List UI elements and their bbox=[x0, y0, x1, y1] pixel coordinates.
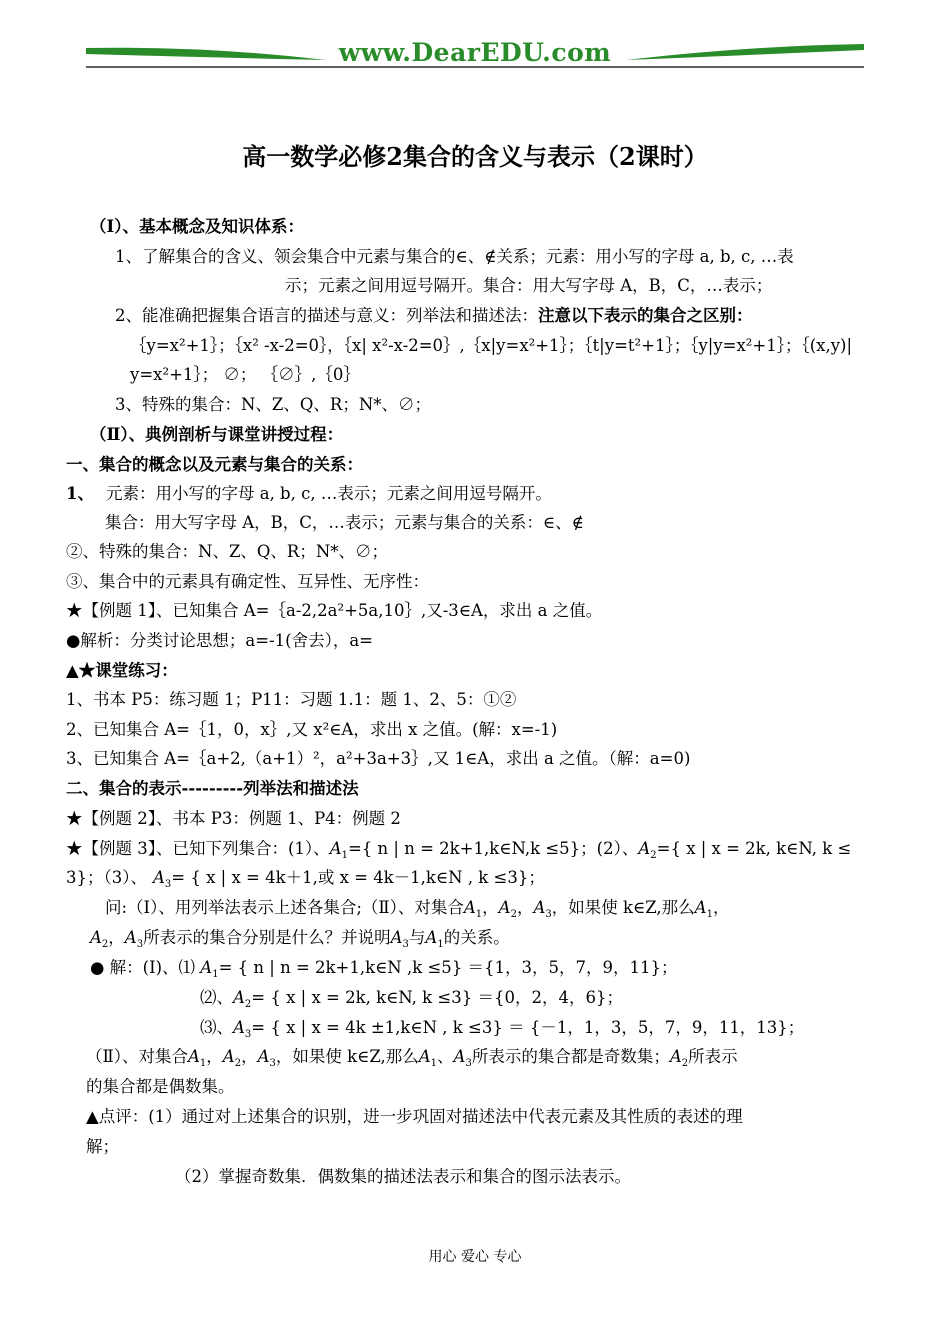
question-text: 与 bbox=[408, 928, 426, 947]
set-examples-line-a: ｛y=x²+1｝；｛x² -x-2=0｝，｛x| x²-x-2=0｝,｛x|y=x²+1｝；｛t|y=t²+1｝；｛y|y=x²+1｝；｛(x,y)| bbox=[130, 336, 853, 355]
site-name: www.DearEDU.com bbox=[338, 38, 612, 67]
solution-a3: = { x | x = 4k ±1,k∈N , k ≤3} ＝ {－1，1，3，5，7，9，11，13}； bbox=[251, 1018, 805, 1037]
set-a3-definition: = { x | x = 4k＋1,或 x = 4k－1,k∈N , k ≤3}； bbox=[171, 868, 545, 887]
subscript: 2 bbox=[650, 850, 657, 861]
element-text: 元素：用小写的字母 a, b, c, …表示；元素之间用逗号隔开。 bbox=[105, 484, 552, 503]
set-a1-definition: ={ n | n = 2k+1,k∈N,k ≤5}；(2）、 bbox=[347, 839, 639, 858]
element-definition bbox=[66, 483, 552, 505]
solution-line-2 bbox=[200, 987, 623, 1016]
set-a-symbol: A bbox=[222, 1047, 235, 1066]
subscript: 1 bbox=[437, 939, 444, 950]
solution-line-3 bbox=[200, 1017, 804, 1046]
set-a-symbol: A bbox=[669, 1047, 682, 1066]
question-text: 问:（Ⅰ）、用列举法表示上述各集合;（Ⅱ）、对集合 bbox=[105, 898, 464, 917]
set-a-symbol: A bbox=[187, 1047, 200, 1066]
part-ii-text: 所表示 bbox=[688, 1047, 738, 1066]
question-line-a: 问:（Ⅰ）、用列举法表示上述各集合;（Ⅱ）、对集合$A_1$，$A_2$，$A_3$，如果使 k∈Z,那么$A_1$， bbox=[105, 898, 730, 920]
subscript: 2 bbox=[244, 999, 252, 1010]
part-ii-line-b: 的集合都是偶数集。 bbox=[86, 1077, 235, 1096]
point-1-line-b: 示；元素之间用逗号隔开。集合：用大写字母 A，B，C，…表示； bbox=[285, 276, 773, 295]
example-3-line-a bbox=[66, 838, 851, 867]
set-a-symbol: A bbox=[498, 898, 511, 917]
set-a2-definition: ={ x | x = 2k, k∈N, k ≤ bbox=[656, 839, 852, 858]
subscript: 3 bbox=[164, 879, 172, 890]
set-a-symbol: A bbox=[638, 839, 651, 858]
review-line-b: 解； bbox=[86, 1137, 119, 1156]
point-2-line-a bbox=[115, 305, 753, 327]
set-a-symbol: A bbox=[90, 928, 102, 947]
set-examples-line-b: y=x²+1｝； ∅； ｛∅｝,｛0｝ bbox=[130, 365, 360, 384]
section-2-heading: （Ⅱ）、典例剖析与课堂讲授过程： bbox=[90, 425, 344, 444]
point-3: 3、特殊的集合：N、Z、Q、R；N*、∅； bbox=[115, 395, 432, 414]
subscript: 2 bbox=[101, 939, 109, 950]
part-ii-line-a: （Ⅱ）、对集合$A_1$，$A_2$，$A_3$，如果使 k∈Z,那么$A_1$、$A_3$所表示的集合都是奇数集；$A_2$所表示 bbox=[86, 1047, 738, 1069]
part-2-heading: 二、集合的表示---------列举法和描述法 bbox=[66, 779, 359, 798]
part-1-heading: 一、集合的概念以及元素与集合的关系： bbox=[66, 455, 363, 474]
point-2-emphasis: 注意以下表示的集合之区别： bbox=[538, 306, 753, 325]
question-text: ，如果使 k∈Z,那么 bbox=[551, 898, 695, 917]
subscript: 3 bbox=[244, 1029, 252, 1040]
practice-2: 2、已知集合 A=｛1，0，x｝,又 x²∈A，求出 x 之值。(解：x=-1) bbox=[66, 720, 558, 739]
solution-a2: = { x | x = 2k, k∈N, k ≤3} ＝{0，2，4，6}； bbox=[251, 988, 623, 1007]
practice-1: 1、书本 P5：练习题 1；P11：习题 1.1：题 1、2、5：①② bbox=[66, 690, 517, 709]
review-line-c: （2）掌握奇数集．偶数集的描述法表示和集合的图示法表示。 bbox=[175, 1167, 631, 1186]
subscript: 3 bbox=[545, 909, 552, 920]
subscript: 3 bbox=[136, 939, 144, 950]
set-a-symbol: A bbox=[329, 839, 342, 858]
review-line-a: ▲点评：(1）通过对上述集合的识别，进一步巩固对描述法中代表元素及其性质的表述的理 bbox=[86, 1107, 743, 1126]
set-properties: ③、集合中的元素具有确定性、互异性、无序性： bbox=[66, 572, 429, 591]
subscript: 1 bbox=[341, 850, 348, 861]
example-3-line-b bbox=[66, 867, 545, 896]
example-1: ★【例题 1】、已知集合 A=｛a-2,2a²+5a,10｝,又-3∈A，求出 a 之值。 bbox=[66, 601, 603, 620]
part-ii-text: 所表示的集合都是奇数集； bbox=[471, 1047, 670, 1066]
subscript: 3 bbox=[465, 1058, 472, 1069]
set-a-symbol: A bbox=[233, 1018, 245, 1037]
part-ii-text: （Ⅱ）、对集合 bbox=[86, 1047, 188, 1066]
example-3-intro: ★【例题 3】、已知下列集合：(1）、 bbox=[66, 839, 330, 858]
set-a-symbol: A bbox=[425, 928, 438, 947]
subscript: 2 bbox=[510, 909, 517, 920]
subscript: 1 bbox=[199, 1058, 207, 1069]
subscript: 2 bbox=[681, 1058, 689, 1069]
point-1-line-a: 1、了解集合的含义、领会集合中元素与集合的∈、∉关系；元素：用小写的字母 a, b, c, …表 bbox=[115, 247, 794, 266]
subscript: 1 bbox=[430, 1058, 438, 1069]
set-a-symbol: A bbox=[418, 1047, 431, 1066]
set-a-symbol: A bbox=[453, 1047, 466, 1066]
practice-heading: ▲★课堂练习： bbox=[66, 661, 178, 680]
page-footer: 用心 爱心 专心 bbox=[428, 1249, 522, 1265]
set-a-symbol: A bbox=[533, 898, 546, 917]
subscript: 3 bbox=[269, 1058, 276, 1069]
item-number: 1、 bbox=[66, 484, 94, 503]
set-a-symbol: A bbox=[694, 898, 707, 917]
solution-label: ⑵、 bbox=[200, 988, 233, 1007]
question-text: 的关系。 bbox=[443, 928, 510, 947]
set-a-symbol: A bbox=[257, 1047, 270, 1066]
subscript: 1 bbox=[475, 909, 483, 920]
subscript: 2 bbox=[234, 1058, 242, 1069]
practice-3: 3、已知集合 A=｛a+2,（a+1）²，a²+3a+3｝,又 1∈A，求出 a 之值。（解：a=0) bbox=[66, 749, 691, 768]
solution-a1: = { n | n = 2k+1,k∈N ,k ≤5} ＝{1，3，5，7，9，11}； bbox=[218, 958, 678, 977]
page-title: 高一数学必修2集合的含义与表示（2课时） bbox=[242, 142, 708, 171]
section-1-heading: （Ⅰ）、基本概念及知识体系： bbox=[90, 217, 304, 236]
example-2: ★【例题 2】、书本 P3：例题 1、P4：例题 2 bbox=[66, 809, 401, 828]
set-a-symbol: A bbox=[233, 988, 245, 1007]
question-line-b: $A_2$，$A_3$所表示的集合分别是什么？并说明$A_3$与$A_1$的关系。 bbox=[90, 928, 510, 950]
subscript: 1 bbox=[212, 969, 219, 980]
set-a2-end: 3}；（3）、 bbox=[66, 868, 147, 887]
page-header bbox=[86, 36, 864, 76]
set-a-symbol: A bbox=[200, 958, 213, 977]
subscript: 1 bbox=[706, 909, 713, 920]
set-a-symbol: A bbox=[463, 898, 476, 917]
set-a-symbol: A bbox=[153, 868, 165, 887]
example-1-solution: ●解析：分类讨论思想；a=-1(舍去），a= bbox=[66, 631, 373, 650]
solution-label: ● 解：(Ⅰ)、⑴ bbox=[90, 958, 196, 977]
question-text: 所表示的集合分别是什么？并说明 bbox=[143, 928, 391, 947]
solution-label: ⑶、 bbox=[200, 1018, 233, 1037]
set-definition: 集合：用大写字母 A，B，C，…表示；元素与集合的关系：∈、∉ bbox=[105, 513, 584, 532]
set-a-symbol: A bbox=[124, 928, 137, 947]
part-ii-text: ，如果使 k∈Z,那么 bbox=[275, 1047, 419, 1066]
point-2-text: 2、能准确把握集合语言的描述与意义：列举法和描述法： bbox=[115, 306, 538, 325]
special-sets: ②、特殊的集合：N、Z、Q、R；N*、∅； bbox=[66, 542, 389, 561]
solution-line-1 bbox=[90, 957, 678, 986]
set-a-symbol: A bbox=[390, 928, 403, 947]
subscript: 3 bbox=[402, 939, 409, 950]
